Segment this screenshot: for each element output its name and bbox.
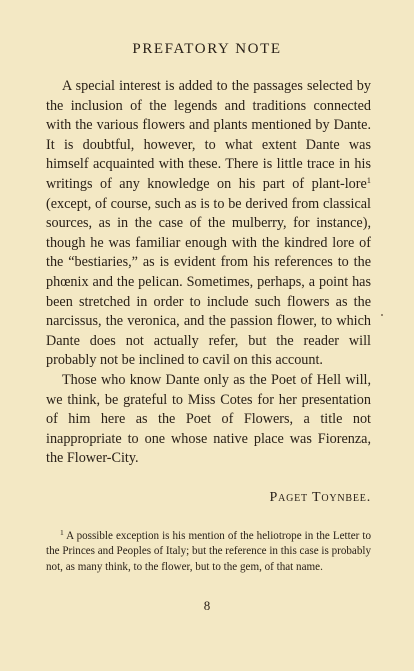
author-signature: Paget Toynbee. xyxy=(269,490,371,505)
page-title: PREFATORY NOTE xyxy=(132,41,282,57)
paragraph-1-text-after-note: (except, of course, such as is to be derived from classical sources, as in the case of the mulberry, for instance), though he was familiar enough with the kindred lore of the “bestiaries,” as is evident from his references to the phœnix and the pelican. Sometimes, perhaps, a point has been stretched in order to include such flowers as the narcissus, the veronica, and the passion flower, to which Dante does not actually refer, but the reader will probably not be inclined to cavil on this account. xyxy=(46,195,371,369)
footnote xyxy=(46,529,371,575)
paragraph-1-text-before-note: A special interest is added to the passages selected by the inclusion of the legends and traditions connected with the various flowers and plants mentioned by Dante. It is doubtful, however, to what extent Dante was himself acquainted with these. There is little trace in his writings of any knowledge on his part of plant-lore xyxy=(46,78,371,192)
footnote-reference-mark: 1 xyxy=(366,174,371,185)
paper-speck xyxy=(381,314,383,316)
page-number: 8 xyxy=(203,598,211,613)
paragraph-2: Those who know Dante only as the Poet of Hell will, we think, be grateful to Miss Cotes for her presentation of him here as the Poet of Flowers, a title not inappropriate to one whose native place was Fiorenza, the Flower-City. xyxy=(46,371,371,467)
prefatory-note-body xyxy=(46,77,371,469)
footnote-text: A possible exception is his mention of the heliotrope in the Letter to the Princes and Peoples of Italy; but the reference in this case is probably not, as many think, to the flower, but to the gem, of that name. xyxy=(46,530,372,573)
paragraph-1 xyxy=(46,77,371,371)
footnote-mark: 1 xyxy=(60,528,64,537)
